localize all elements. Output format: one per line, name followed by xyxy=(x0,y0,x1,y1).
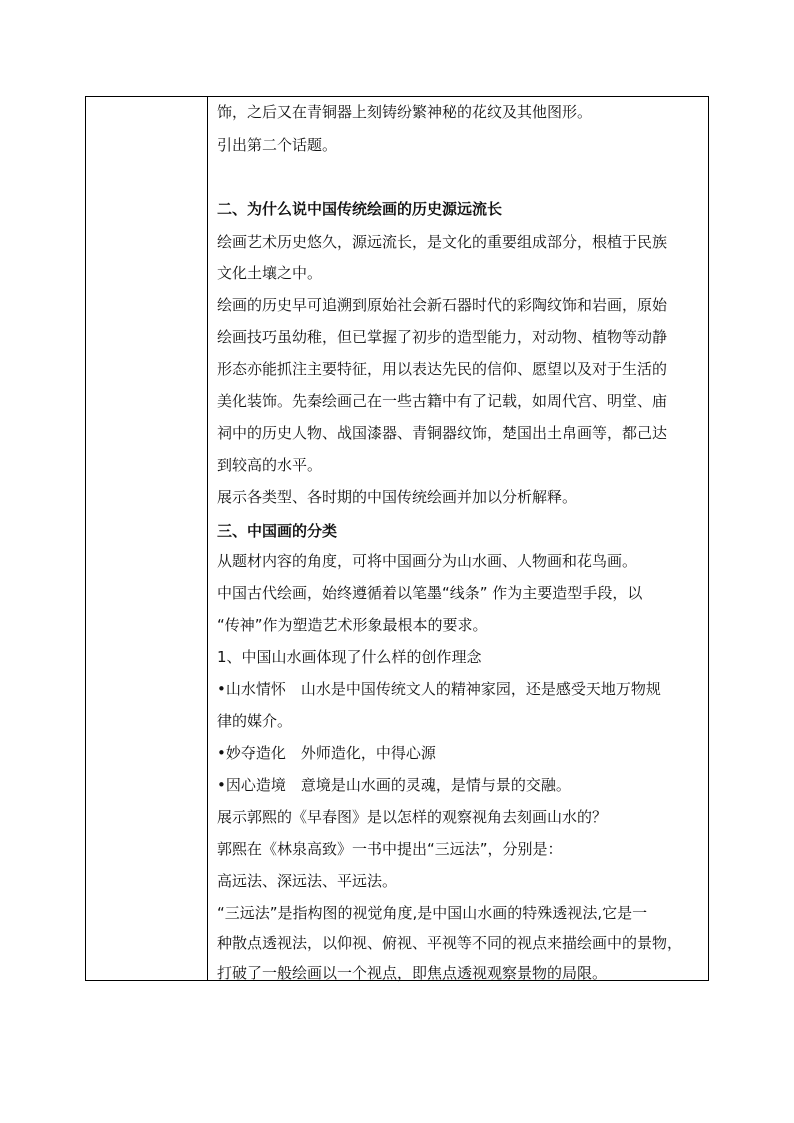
text-line: 展示各类型、各时期的中国传统绘画并加以分析解释。 xyxy=(217,488,578,506)
column-divider xyxy=(207,97,208,980)
text-line: 文化土壤之中。 xyxy=(217,264,323,282)
text-line: 绘画的历史早可追溯到原始社会新石器时代的彩陶纹饰和岩画，原始 xyxy=(217,296,668,314)
section-heading: 二、为什么说中国传统绘画的历史源远流长 xyxy=(217,200,503,218)
text-line: 形态亦能抓注主要特征，用以表达先民的信仰、愿望以及对于生活的 xyxy=(217,360,668,378)
text-line: 打破了一般绘画以一个视点，即焦点透视观察景物的局限。 xyxy=(217,964,608,982)
text-line: 郭熙在《林泉高致》一书中提出“三远法”，分别是： xyxy=(217,840,563,858)
text-line: “传神”作为塑造艺术形象最根本的要求。 xyxy=(217,616,488,634)
lesson-table xyxy=(85,96,709,981)
text-line: •山水情怀 山水是中国传统文人的精神家园，还是感受天地万物规 xyxy=(217,680,661,698)
section-heading: 三、中国画的分类 xyxy=(217,522,338,540)
text-line: 祠中的历史人物、战国漆器、青铜器纹饰，楚国出土帛画等，都己达 xyxy=(217,424,668,442)
text-line: 美化装饰。先秦绘画己在一些古籍中有了记载，如周代宫、明堂、庙 xyxy=(217,392,668,410)
text-line: 展示郭熙的《早春图》是以怎样的观察视角去刻画山水的？ xyxy=(217,808,608,826)
text-line: 律的媒介。 xyxy=(217,712,293,730)
text-line: 种散点透视法，以仰视、俯视、平视等不同的视点来描绘画中的景物， xyxy=(217,934,683,952)
text-line: 绘画艺术历史悠久，源远流长，是文化的重要组成部分，根植于民族 xyxy=(217,233,668,251)
text-line: •妙夺造化 外师造化，中得心源 xyxy=(217,744,436,762)
text-line: “三远法”是指构图的视觉角度,是中国山水画的特殊透视法,它是一 xyxy=(217,904,648,922)
text-line: 中国古代绘画，始终遵循着以笔墨“线条” 作为主要造型手段，以 xyxy=(217,584,643,602)
text-line: 1、中国山水画体现了什么样的创作理念 xyxy=(217,648,482,666)
text-line: 高远法、深远法、平远法。 xyxy=(217,872,398,890)
text-line: 绘画技巧虽幼稚，但已掌握了初步的造型能力，对动物、植物等动静 xyxy=(217,328,668,346)
text-line: 饰，之后又在青铜器上刻铸纷繁神秘的花纹及其他图形。 xyxy=(217,103,593,121)
text-line: 从题材内容的角度，可将中国画分为山水画、人物画和花鸟画。 xyxy=(217,552,638,570)
text-line: 到较高的水平。 xyxy=(217,456,323,474)
text-line: 引出第二个话题。 xyxy=(217,136,338,154)
text-line: •因心造境 意境是山水画的灵魂，是情与景的交融。 xyxy=(217,776,571,794)
